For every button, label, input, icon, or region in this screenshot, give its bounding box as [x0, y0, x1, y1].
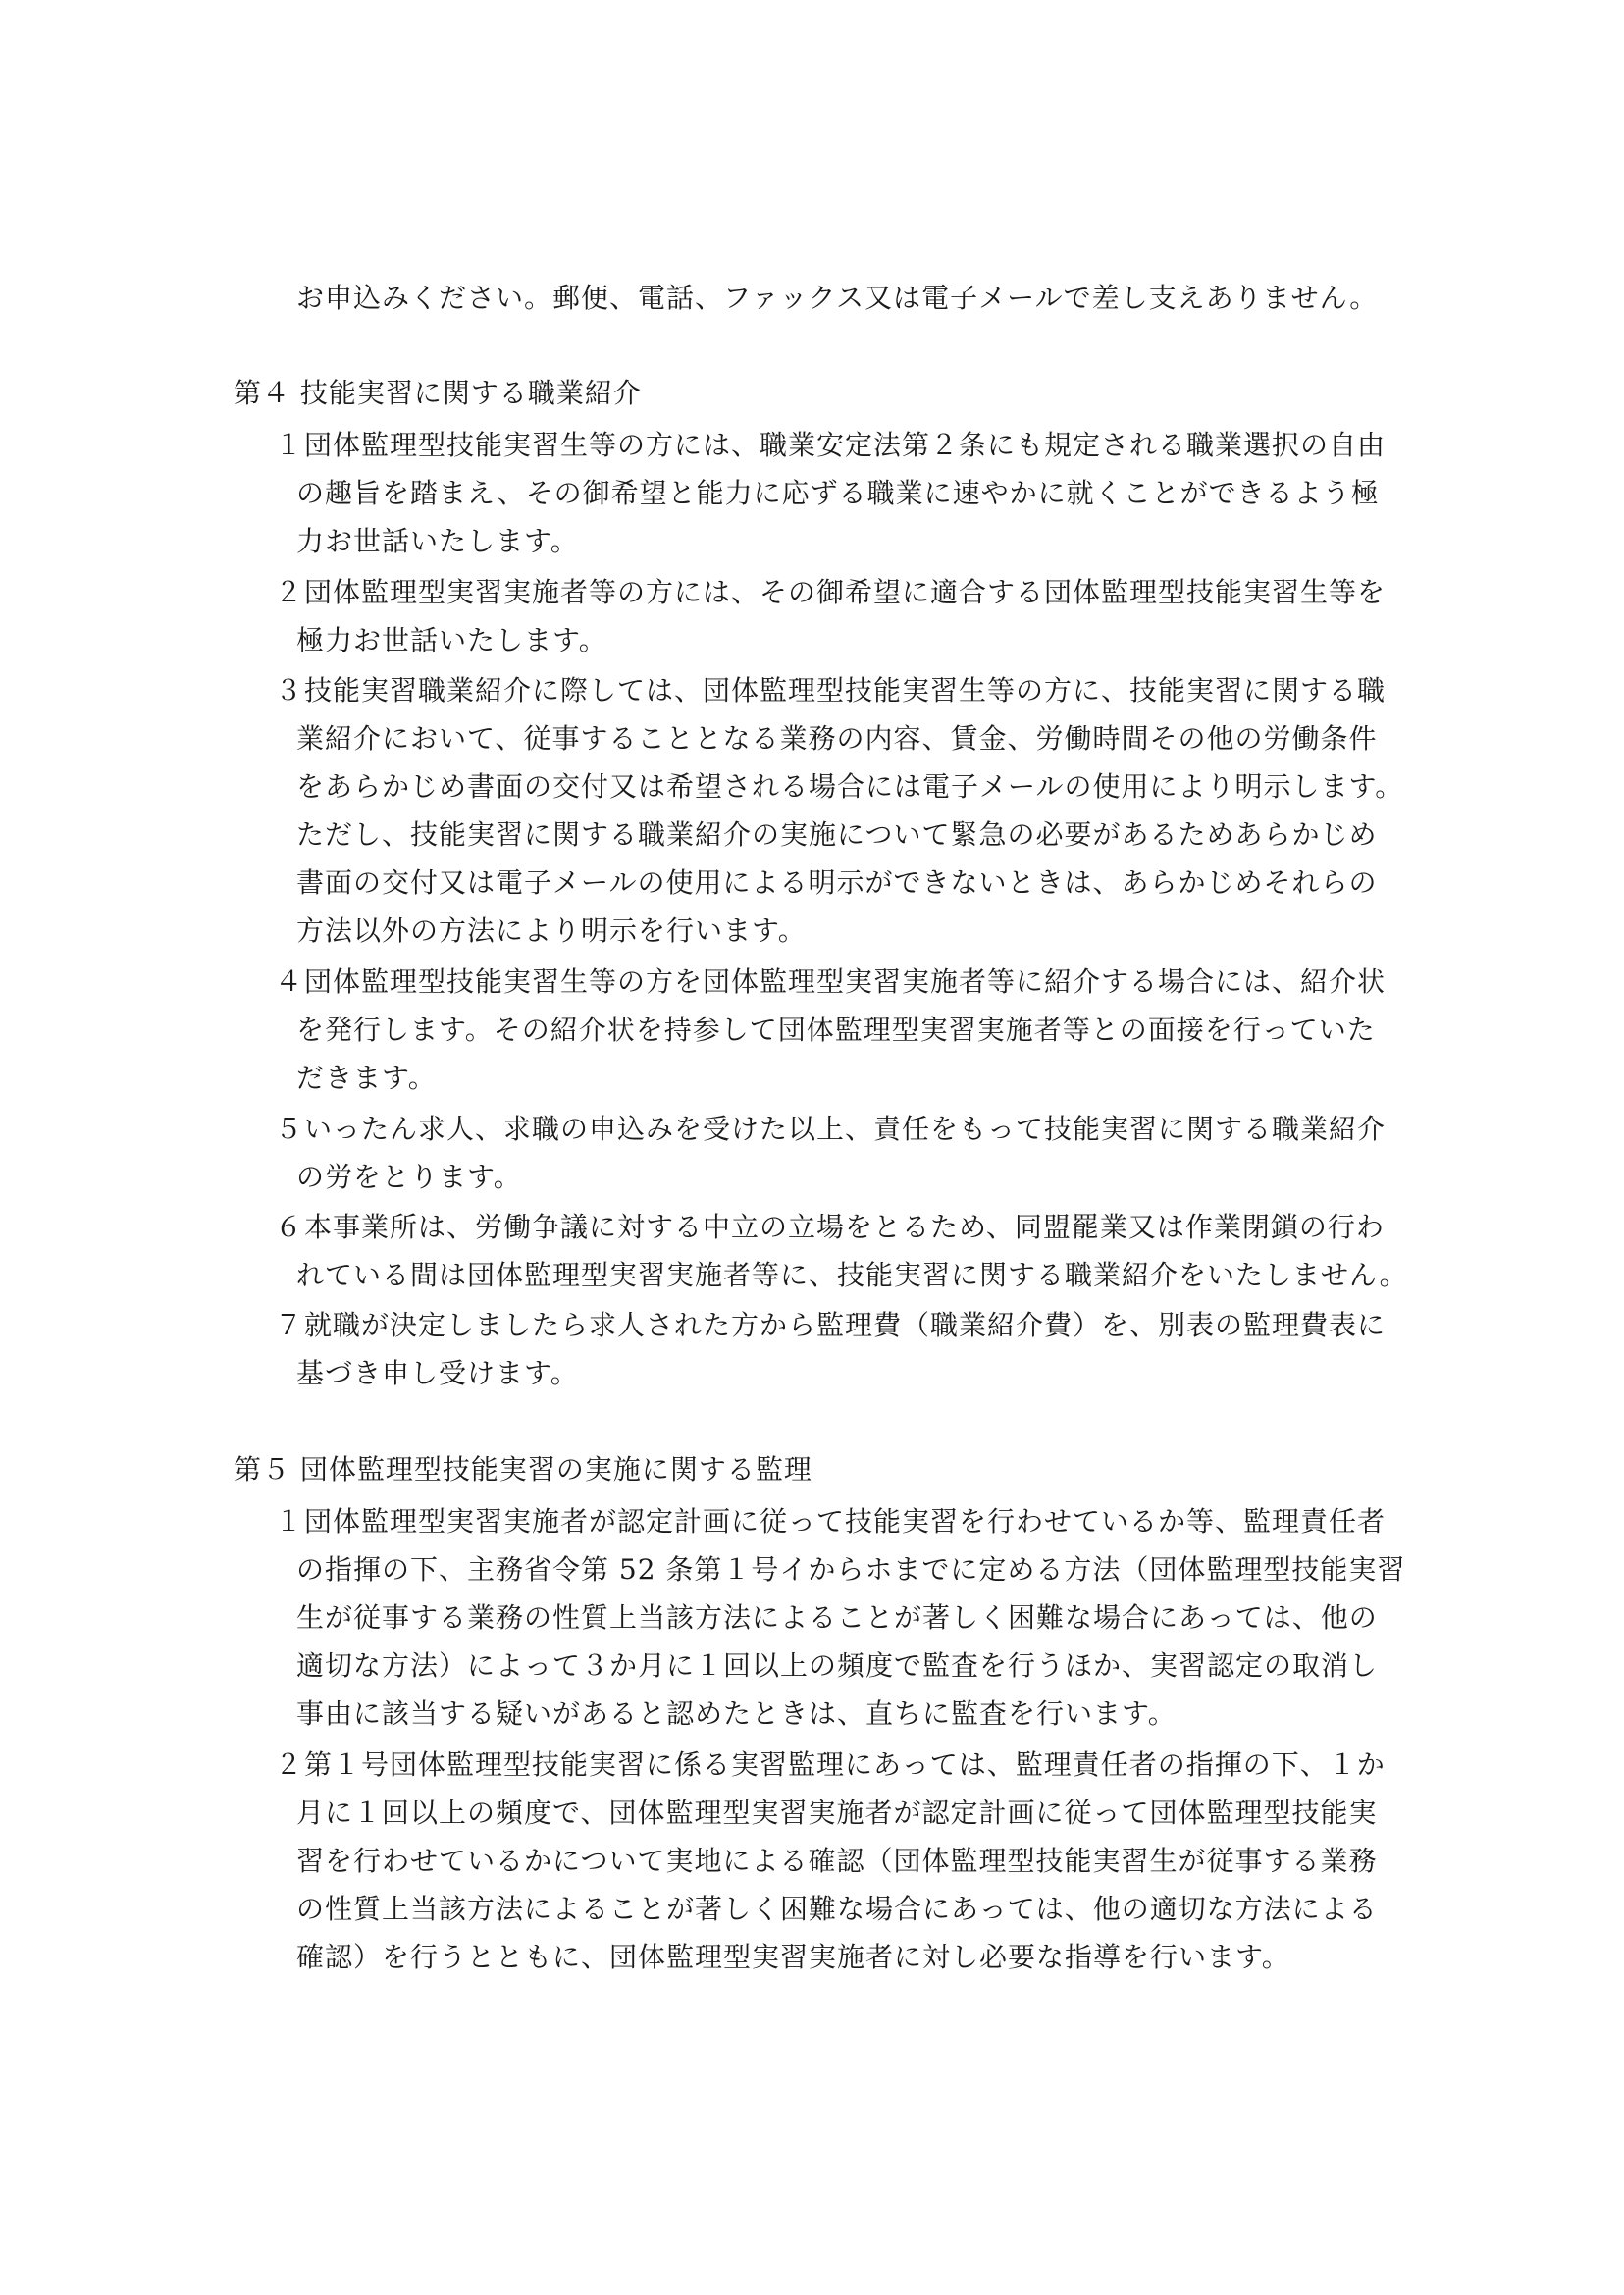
section-4-item-3-line: 方法以外の方法により明示を行います。 — [296, 914, 807, 947]
section-5-item-1-line: の指揮の下、主務省令第 52 条第１号イからホまでに定める方法（団体監理型技能実習 — [296, 1553, 1406, 1586]
item-number: ６ — [275, 1211, 304, 1243]
section-5-item-1-line: 生が従事する業務の性質上当該方法によることが著しく困難な場合にあっては、他の — [296, 1601, 1378, 1634]
item-number: ２ — [275, 1748, 304, 1781]
section-4-item-6 — [275, 1210, 1385, 1245]
intro-line: お申込みください。郵便、電話、ファックス又は電子メールで差し支えありません。 — [296, 282, 1379, 314]
section-5-item-2-line: の性質上当該方法によることが著しく困難な場合にあっては、他の適切な方法による — [296, 1893, 1378, 1925]
section-4-title: 第４ 技能実習に関する職業紹介 — [234, 377, 642, 409]
section-5-item-1-line: 事由に該当する疑いがあると認めたときは、直ちに監査を行います。 — [296, 1697, 1177, 1730]
section-4-item-7 — [275, 1308, 1386, 1343]
section-5-item-2-line: 確認）を行うとともに、団体監理型実習実施者に対し必要な指導を行います。 — [296, 1941, 1290, 1973]
section-4-item-2 — [275, 575, 1386, 610]
item-text: 就職が決定しましたら求人された方から監理費（職業紹介費）を、別表の監理費表に — [304, 1309, 1387, 1341]
section-4-item-6-line: れている間は団体監理型実習実施者等に、技能実習に関する職業紹介をいたしません。 — [296, 1259, 1408, 1291]
section-4-item-3-line: をあらかじめ書面の交付又は希望される場合には電子メールの使用により明示します。 — [296, 770, 1404, 803]
item-text: 団体監理型技能実習生等の方を団体監理型実習実施者等に紹介する場合には、紹介状 — [304, 965, 1387, 998]
section-4-item-1 — [275, 428, 1386, 463]
item-text: 団体監理型技能実習生等の方には、職業安定法第２条にも規定される職業選択の自由 — [304, 429, 1387, 461]
section-4-item-1-line: の趣旨を踏まえ、その御希望と能力に応ずる職業に速やかに就くことができるよう極 — [296, 477, 1380, 509]
section-4-item-4-line: だきます。 — [296, 1062, 437, 1094]
section-4-item-3-line: ただし、技能実習に関する職業紹介の実施について緊急の必要があるためあらかじめ — [296, 818, 1378, 851]
section-4-item-3-line: 書面の交付又は電子メールの使用による明示ができないときは、あらかじめそれらの — [296, 866, 1378, 899]
item-number: ４ — [275, 965, 304, 998]
section-4-item-4-line: を発行します。その紹介状を持参して団体監理型実習実施者等との面接を行っていた — [296, 1014, 1376, 1046]
item-text: 技能実習職業紹介に際しては、団体監理型技能実習生等の方に、技能実習に関する職 — [304, 674, 1387, 706]
section-4-item-5-line: の労をとります。 — [296, 1161, 522, 1193]
section-4-item-1-line: 力お世話いたします。 — [296, 525, 579, 557]
item-text: 本事業所は、労働争議に対する中立の立場をとるため、同盟罷業又は作業閉鎖の行わ — [304, 1211, 1385, 1243]
item-number: １ — [275, 429, 304, 461]
section-5-item-1 — [275, 1504, 1386, 1539]
section-4-item-3 — [275, 673, 1386, 708]
section-4-item-7-line: 基づき申し受けます。 — [296, 1357, 579, 1389]
section-5-item-2-line: 習を行わせているかについて実地による確認（団体監理型技能実習生が従事する業務 — [296, 1845, 1378, 1877]
section-5-title: 第５ 団体監理型技能実習の実施に関する監理 — [234, 1453, 812, 1486]
section-5-item-1-line: 適切な方法）によって３か月に１回以上の頻度で監査を行うほか、実習認定の取消し — [296, 1649, 1379, 1682]
section-5-item-2 — [275, 1747, 1386, 1783]
item-number: ２ — [275, 576, 304, 608]
item-number: ５ — [275, 1113, 304, 1145]
item-text: 団体監理型実習実施者が認定計画に従って技能実習を行わせているか等、監理責任者 — [304, 1505, 1387, 1538]
section-4-item-3-line: 業紹介において、従事することとなる業務の内容、賃金、労働時間その他の労働条件 — [296, 722, 1378, 755]
item-number: １ — [275, 1505, 304, 1538]
item-text: いったん求人、求職の申込みを受けた以上、責任をもって技能実習に関する職業紹介 — [304, 1113, 1387, 1145]
item-number: ７ — [275, 1309, 304, 1341]
section-4-item-2-line: 極力お世話いたします。 — [296, 624, 607, 656]
section-4-item-5 — [275, 1112, 1386, 1147]
item-text: 団体監理型実習実施者等の方には、その御希望に適合する団体監理型技能実習生等を — [304, 576, 1387, 608]
section-5-item-2-line: 月に１回以上の頻度で、団体監理型実習実施者が認定計画に従って団体監理型技能実 — [296, 1797, 1378, 1829]
item-number: ３ — [275, 674, 304, 706]
item-text: 第１号団体監理型技能実習に係る実習監理にあっては、監理責任者の指揮の下、１か — [304, 1748, 1386, 1781]
section-4-item-4 — [275, 965, 1386, 1000]
